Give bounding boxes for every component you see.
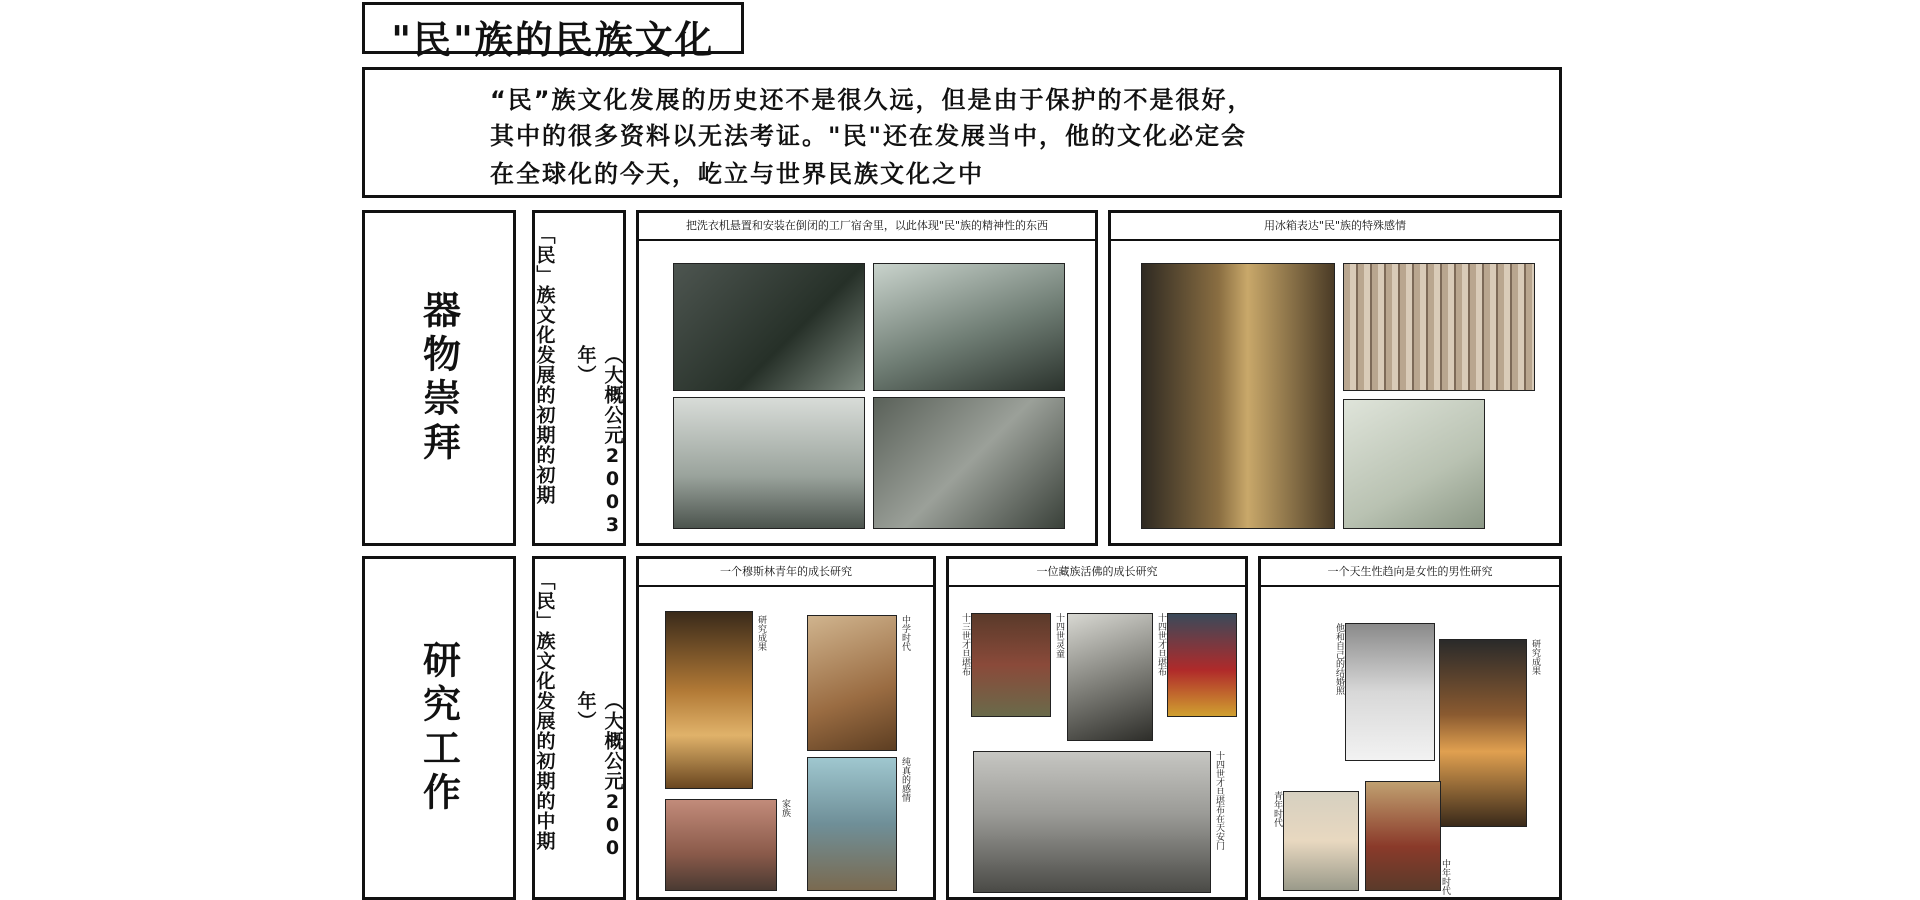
photo-note: 研究成果: [756, 615, 766, 651]
panel-caption: 一个穆斯林青年的成长研究: [639, 559, 933, 587]
panel-caption: 一位藏族活佛的成长研究: [949, 559, 1245, 587]
photo-note: 十四世灵童: [1054, 613, 1064, 658]
period-main: 「民」族文化发展的初期的中期: [533, 571, 556, 851]
panel-muslim-youth: [636, 556, 936, 900]
photo: [665, 611, 753, 789]
page-title: "民"族的民族文化: [391, 18, 715, 62]
photo: [971, 613, 1051, 717]
photo-note: 十四世才旦堪布: [1156, 613, 1166, 676]
period-note: （大概公元200 年）: [574, 691, 624, 860]
panel-tibetan-buddha: [946, 556, 1248, 900]
row-label: 研究工作: [416, 640, 462, 816]
photo: [1141, 263, 1335, 529]
period-note: （大概公元2003年）: [574, 345, 624, 537]
panel-caption: 一个天生性趋向是女性的男性研究: [1261, 559, 1559, 587]
period-main: 「民」族文化发展的初期的初期: [533, 225, 556, 505]
photo: [1439, 639, 1527, 827]
photo-note: 十三世才旦堪布: [960, 613, 970, 676]
photo: [1343, 263, 1535, 391]
intro-line: 其中的很多资料以无法考证。"民"还在发展当中，他的文化必定会: [490, 122, 1248, 150]
photo: [1365, 781, 1441, 891]
photo: [665, 799, 777, 891]
photo: [1067, 613, 1153, 741]
row-label-box: [362, 556, 516, 900]
photo-note: 研究成果: [1530, 639, 1540, 675]
photo-note: 他和自己的结婚照: [1334, 623, 1344, 695]
panel-gender-study: [1258, 556, 1562, 900]
intro-line: 在全球化的今天，屹立与世界民族文化之中: [490, 160, 984, 188]
panel-caption: 把洗衣机悬置和安装在倒闭的工厂宿舍里，以此体现"民"族的精神性的东西: [639, 213, 1095, 241]
intro-box: [362, 67, 1562, 198]
row-label-box: [362, 210, 516, 546]
photo: [973, 751, 1211, 893]
photo-note: 中年时代: [1440, 859, 1450, 895]
photo: [1283, 791, 1359, 891]
photo: [1345, 623, 1435, 761]
panel-refrigerator: [1108, 210, 1562, 546]
photo-note: 青年时代: [1272, 791, 1282, 827]
row-label: 器物崇拜: [416, 290, 462, 466]
photo: [873, 263, 1065, 391]
period-box: [532, 210, 626, 546]
photo: [1343, 399, 1485, 529]
photo: [807, 615, 897, 751]
panel-caption: 用冰箱表达"民"族的特殊感情: [1111, 213, 1559, 241]
photo: [1167, 613, 1237, 717]
period-box: [532, 556, 626, 900]
photo: [873, 397, 1065, 529]
panel-washing-machines: [636, 210, 1098, 546]
photo-note: 家族: [780, 799, 790, 817]
photo-note: 十四世才旦堪布在天安门: [1214, 751, 1224, 850]
intro-line: “民”族文化发展的历史还不是很久远，但是由于保护的不是很好，: [490, 86, 1254, 114]
photo-note: 纯真的感情: [900, 757, 910, 802]
photo: [673, 263, 865, 391]
title-box: [362, 2, 744, 62]
photo: [673, 397, 865, 529]
photo: [807, 757, 897, 891]
photo-note: 中学时代: [900, 615, 910, 651]
